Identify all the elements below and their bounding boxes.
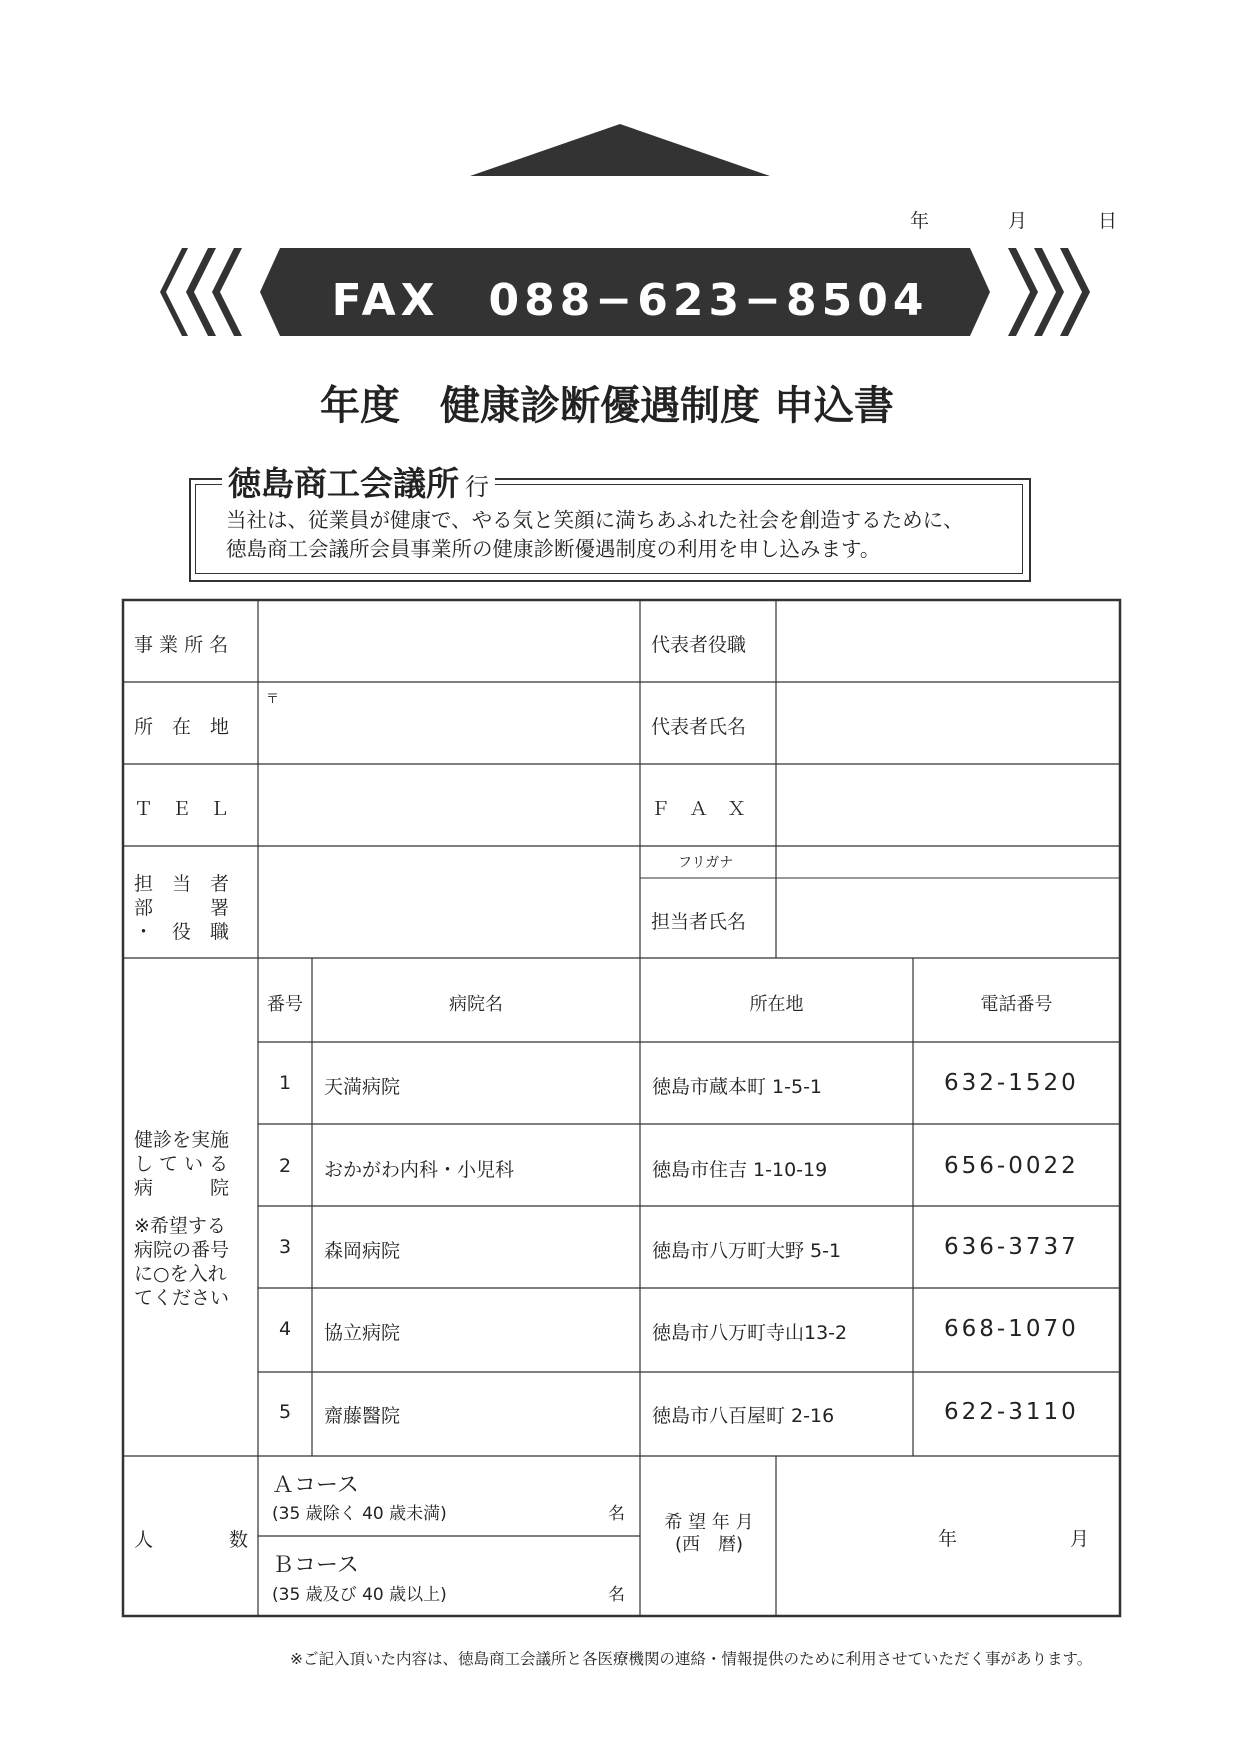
- hospitals-side-note-4: てください: [134, 1287, 230, 1309]
- furigana-field[interactable]: [777, 847, 1119, 877]
- footer-note: ※ご記入頂いた内容は、徳島商工会議所と各医療機関の連絡・情報提供のために利用させていただく事があります。: [290, 1650, 1093, 1668]
- intro-line-2: 徳島商工会議所会員事業所の健康診断優遇制度の利用を申し込みます。: [226, 537, 881, 561]
- hospitals-side-label-1: 健診を実施: [134, 1129, 230, 1151]
- hospital-address: 徳島市住吉 1-10-19: [652, 1159, 828, 1181]
- label-staff-dept-line-2: 部 署: [134, 897, 230, 919]
- label-staff-dept-line-1: 担 当 者: [134, 873, 230, 895]
- postal-mark: 〒: [266, 692, 280, 707]
- desired-month-field[interactable]: [777, 1457, 1119, 1615]
- hospital-phone: 668-1070: [944, 1316, 1079, 1342]
- course-a-unit: 名: [608, 1504, 625, 1524]
- rep-name-field[interactable]: [777, 683, 1119, 763]
- office-name-field[interactable]: [259, 601, 639, 681]
- rep-title-field[interactable]: [777, 601, 1119, 681]
- course-a-count-field[interactable]: [259, 1457, 639, 1535]
- label-desired-month-2: (西 暦): [674, 1534, 744, 1555]
- hospital-name: 齋藤醫院: [324, 1405, 401, 1427]
- label-fax: Ｆ Ａ Ｘ: [651, 798, 747, 820]
- label-staff-dept-line-3: ・ 役 職: [134, 921, 230, 943]
- label-staff-dept: [134, 872, 229, 944]
- course-b-note: (35 歳及び 40 歳以上): [272, 1585, 447, 1605]
- location-field[interactable]: [259, 683, 639, 763]
- label-furigana: フリガナ: [678, 855, 734, 871]
- hospital-address: 徳島市八万町寺山13-2: [652, 1322, 848, 1344]
- fax-number: FAX 088−623−8504: [331, 275, 929, 326]
- date-year: 年: [910, 210, 930, 232]
- staff-name-field[interactable]: [777, 879, 1119, 957]
- hospital-no: 3: [278, 1236, 292, 1258]
- hospital-no: 5: [278, 1401, 292, 1423]
- staff-dept-field[interactable]: [259, 847, 639, 957]
- header-no: 番号: [267, 994, 303, 1015]
- desired-year-label: 年: [938, 1528, 958, 1550]
- tel-field[interactable]: [259, 765, 639, 845]
- hospitals-side-label-3: 病 院: [134, 1177, 230, 1199]
- course-b-unit: 名: [608, 1585, 625, 1605]
- label-tel: Ｔ Ｅ Ｌ: [134, 798, 230, 820]
- hospitals-side-note-2: 病院の番号: [134, 1239, 230, 1261]
- addressee-suffix: 行: [465, 473, 489, 501]
- header-address: 所在地: [749, 994, 804, 1015]
- label-staff-name: 担当者氏名: [651, 911, 747, 933]
- intro-line-1: 当社は、従業員が健康で、やる気と笑顔に満ちあふれた社会を創造するために、: [226, 508, 964, 532]
- course-a-note: (35 歳除く 40 歳未満): [272, 1504, 447, 1524]
- label-office-name: 事 業 所 名: [134, 634, 229, 656]
- label-desired-month-1: 希 望 年 月: [664, 1512, 754, 1533]
- hospital-address: 徳島市八万町大野 5-1: [652, 1240, 842, 1262]
- label-rep-name: 代表者氏名: [651, 716, 747, 738]
- label-location: 所 在 地: [134, 716, 230, 738]
- hospitals-side-note-1: ※希望する: [134, 1215, 226, 1237]
- course-b-count-field[interactable]: [259, 1537, 639, 1615]
- desired-month-label: 月: [1070, 1528, 1090, 1550]
- course-a-label: Ａコース: [272, 1473, 359, 1498]
- hospital-address: 徳島市八百屋町 2-16: [652, 1405, 835, 1427]
- hospital-name: おかがわ内科・小児科: [324, 1159, 515, 1181]
- hospital-phone: 622-3110: [944, 1399, 1079, 1425]
- hospital-name: 協立病院: [324, 1322, 401, 1344]
- label-rep-title: 代表者役職: [651, 634, 747, 656]
- hospitals-side-label-2: し て い る: [134, 1153, 229, 1175]
- date-month: 月: [1008, 210, 1028, 232]
- label-desired-month: [650, 1512, 768, 1556]
- hospital-no: 2: [278, 1155, 292, 1177]
- page-title: 年度 健康診断優遇制度 申込書: [320, 383, 894, 429]
- course-b-label: Ｂコース: [272, 1553, 359, 1578]
- label-people: 人 数: [134, 1529, 249, 1551]
- hospital-phone: 636-3737: [944, 1234, 1079, 1260]
- hospital-no: 4: [278, 1318, 292, 1340]
- hospital-phone: 656-0022: [944, 1153, 1079, 1179]
- header-hospital-name: 病院名: [449, 994, 503, 1015]
- date-day: 日: [1098, 210, 1118, 232]
- hospitals-side-label: [134, 1128, 229, 1310]
- hospital-name: 天満病院: [324, 1076, 401, 1098]
- hospital-name: 森岡病院: [324, 1240, 401, 1262]
- addressee-name: 徳島商工会議所: [228, 464, 459, 503]
- fax-field[interactable]: [777, 765, 1119, 845]
- hospital-phone: 632-1520: [944, 1070, 1079, 1096]
- hospital-no: 1: [278, 1072, 292, 1094]
- hospitals-side-note-3: に○を入れ: [134, 1263, 227, 1285]
- hospital-address: 徳島市蔵本町 1-5-1: [652, 1076, 823, 1098]
- header-phone: 電話番号: [980, 994, 1053, 1015]
